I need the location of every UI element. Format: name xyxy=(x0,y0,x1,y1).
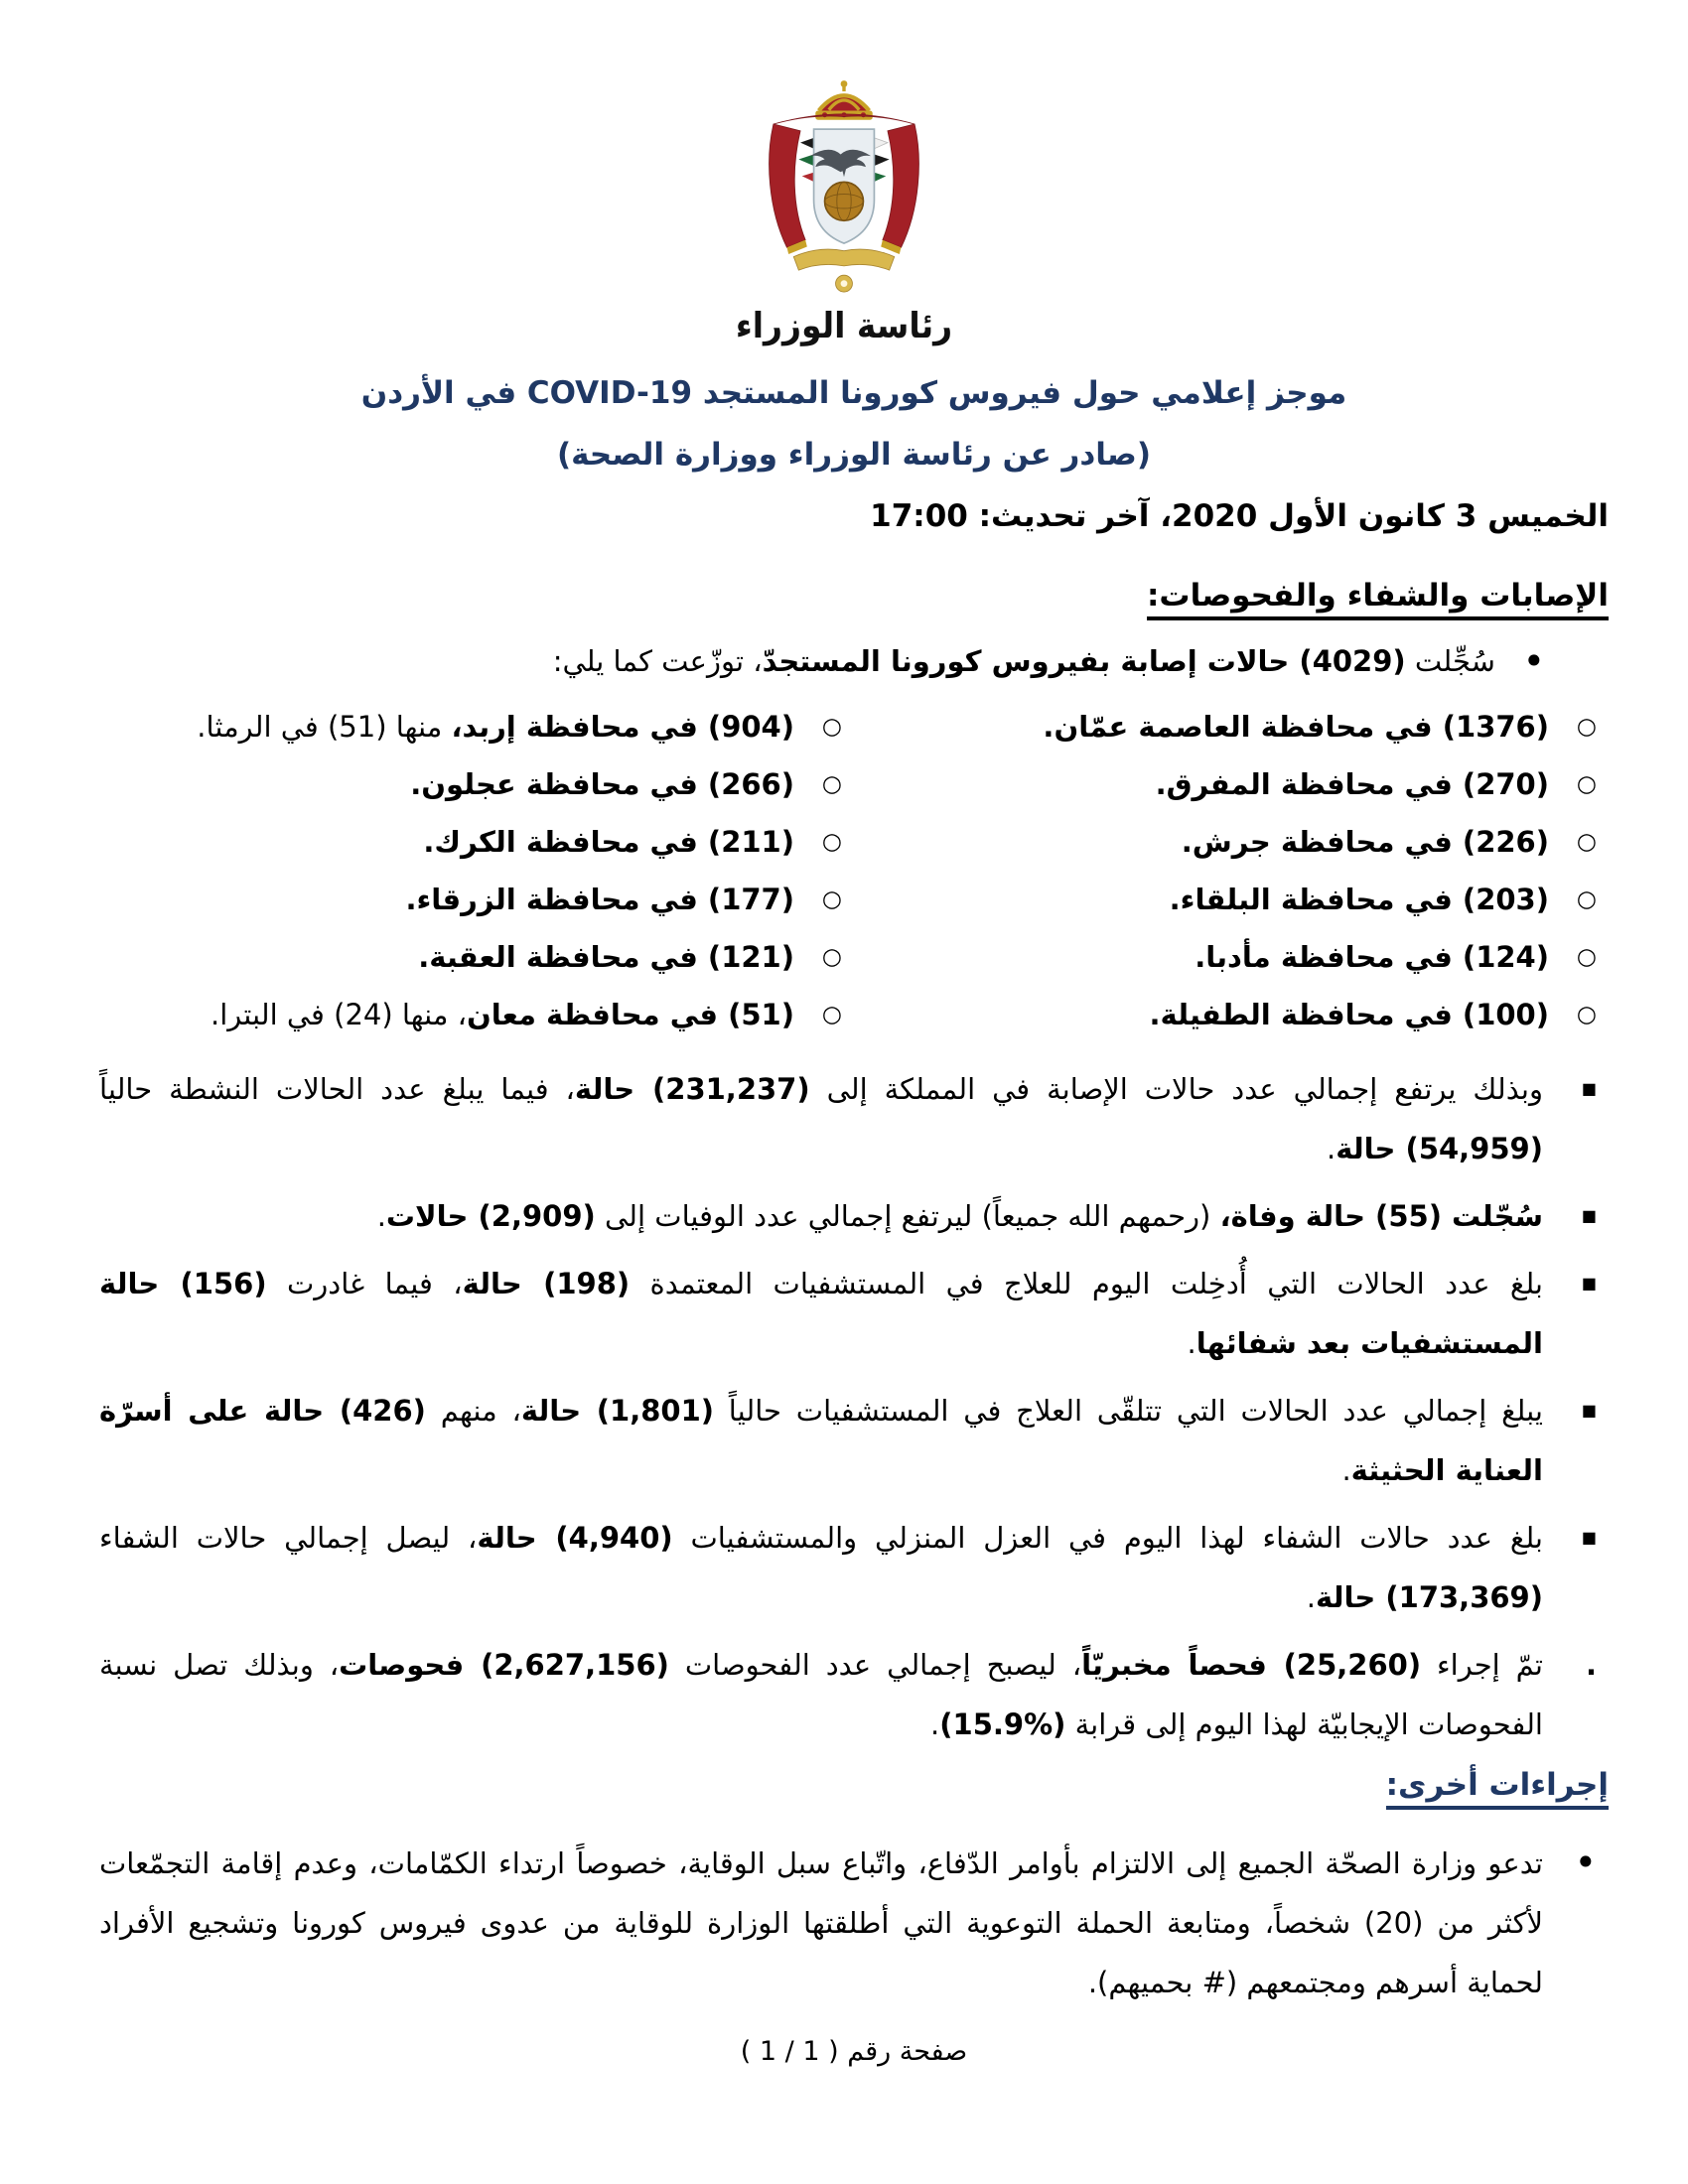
globe-icon xyxy=(825,182,864,220)
medal-icon xyxy=(836,275,853,292)
list-item-karak: ○ (211) في محافظة الكرك. xyxy=(99,813,842,871)
list-item-aqaba: ○ (121) في محافظة العقبة. xyxy=(99,928,842,986)
jordan-coat-of-arms-icon xyxy=(752,75,936,302)
circle-bullet-icon: ○ xyxy=(1576,714,1597,740)
measures-item xyxy=(99,1834,1597,2012)
circle-bullet-icon: ○ xyxy=(821,1002,842,1027)
ribbon-banner xyxy=(793,249,894,270)
list-item-ajloun: ○ (266) في محافظة عجلون. xyxy=(99,755,842,813)
statistics-list xyxy=(99,1059,1609,1754)
list-item-balqa: ○ (203) في محافظة البلقاء. xyxy=(854,871,1597,928)
square-bullet-icon: ■ xyxy=(1581,1079,1597,1098)
dot-bullet-icon: . xyxy=(1585,1648,1597,1682)
date-line: الخميس 3 كانون الأول 2020، آخر تحديث: 17:00 xyxy=(870,498,1609,534)
stat-hospital-admissions: ■ بلغ عدد الحالات التي أُدخِلت اليوم للعلاج في المستشفيات المعتمدة (198) حالة، فيما غادرت (156) حالة المستشفيات بعد شفائها. xyxy=(99,1254,1597,1373)
document-body xyxy=(0,370,1688,2067)
cases-intro-item xyxy=(99,636,1545,686)
circle-bullet-icon: ○ xyxy=(821,944,842,970)
circle-bullet-icon: ○ xyxy=(1576,771,1597,797)
list-item-madaba: ○ (124) في محافظة مأدبا. xyxy=(854,928,1597,986)
list-item-mafraq: ○ (270) في محافظة المفرق. xyxy=(854,755,1597,813)
section-heading-cases: الإصابات والشفاء والفحوصات: xyxy=(99,573,1609,618)
stat-total-cases: ■ وبذلك يرتفع إجمالي عدد حالات الإصابة في المملكة إلى (231,237) حالة، فيما يبلغ عدد الحالات النشطة حالياً (54,959) حالة. xyxy=(99,1059,1597,1178)
circle-bullet-icon: ○ xyxy=(1576,1002,1597,1027)
page-footer: صفحة رقم ( 1 / 1 ) xyxy=(740,2036,968,2067)
list-item-maan: ○ (51) في محافظة معان، منها (24) في البترا. xyxy=(99,986,842,1043)
stat-recoveries: ■ بلغ عدد حالات الشفاء لهذا اليوم في العزل المنزلي والمستشفيات (4,940) حالة، ليصل إجمالي حالات الشفاء (173,369) حالة. xyxy=(99,1508,1597,1627)
circle-bullet-icon: ○ xyxy=(1576,829,1597,855)
circle-bullet-icon: ○ xyxy=(821,829,842,855)
circle-bullet-icon: ○ xyxy=(1576,887,1597,912)
section-heading-measures: إجراءات أخرى: xyxy=(99,1762,1609,1808)
circle-bullet-icon: ○ xyxy=(1576,944,1597,970)
circle-bullet-icon: ○ xyxy=(821,771,842,797)
document-title: موجز إعلامي حول فيروس كورونا المستجد COVID-19 في الأردن xyxy=(360,375,1347,411)
circle-bullet-icon: ○ xyxy=(821,714,842,740)
list-item-tafileh: ○ (100) في محافظة الطفيلة. xyxy=(854,986,1597,1043)
stat-hospitalized: ■ يبلغ إجمالي عدد الحالات التي تتلقّى العلاج في المستشفيات حالياً (1,801) حالة، منهم (426) حالة على أسرّة العناية الحثيثة. xyxy=(99,1381,1597,1500)
list-item-amman: ○ (1376) في محافظة العاصمة عمّان. xyxy=(854,698,1597,755)
list-item-zarqa: ○ (177) في محافظة الزرقاء. xyxy=(99,871,842,928)
governorate-list xyxy=(99,698,1609,1043)
document-header xyxy=(0,0,1688,344)
list-item-irbid: ○ (904) في محافظة إربد، منها (51) في الرمثا. xyxy=(99,698,842,755)
square-bullet-icon: ■ xyxy=(1581,1401,1597,1420)
stat-tests: . تمّ إجراء (25,260) فحصاً مخبريّاً، ليصبح إجمالي عدد الفحوصات (2,627,156) فحوصات، وبذلك تصل نسبة الفحوصات الإيجابيّة لهذا اليوم إلى قرابة (%15.9). xyxy=(99,1635,1597,1754)
stat-deaths: ■ سُجّلت (55) حالة وفاة، (رحمهم الله جميعاً) ليرتفع إجمالي عدد الوفيات إلى (2,909) حالات. xyxy=(99,1186,1597,1246)
disc-bullet-icon: • xyxy=(1574,1841,1597,1884)
document-subtitle: (صادر عن رئاسة الوزراء ووزارة الصحة) xyxy=(556,437,1152,473)
square-bullet-icon: ■ xyxy=(1581,1274,1597,1293)
measures-text: تدعو وزارة الصحّة الجميع إلى الالتزام بأوامر الدّفاع، واتّباع سبل الوقاية، خصوصاً ارتداء الكمّامات، وعدم إقامة التجمّعات لأكثر من (20) شخصاً، ومتابعة الحملة التوعوية التي أطلقتها الوزارة للوقاية من عدوى فيروس كورونا وتشجيع الأفراد لحماية أسرهم ومجتمعهم (# بحميهم). xyxy=(99,1846,1543,1999)
list-item-jerash: ○ (226) في محافظة جرش. xyxy=(854,813,1597,871)
pm-calligraphy: رئاسة الوزراء xyxy=(735,304,953,346)
circle-bullet-icon: ○ xyxy=(821,887,842,912)
square-bullet-icon: ■ xyxy=(1581,1528,1597,1547)
square-bullet-icon: ■ xyxy=(1581,1206,1597,1225)
cases-intro-text: سُجِّلت (4029) حالات إصابة بفيروس كورونا المستجدّ، توزّعت كما يلي: xyxy=(552,644,1495,678)
disc-bullet-icon: • xyxy=(1522,639,1545,683)
